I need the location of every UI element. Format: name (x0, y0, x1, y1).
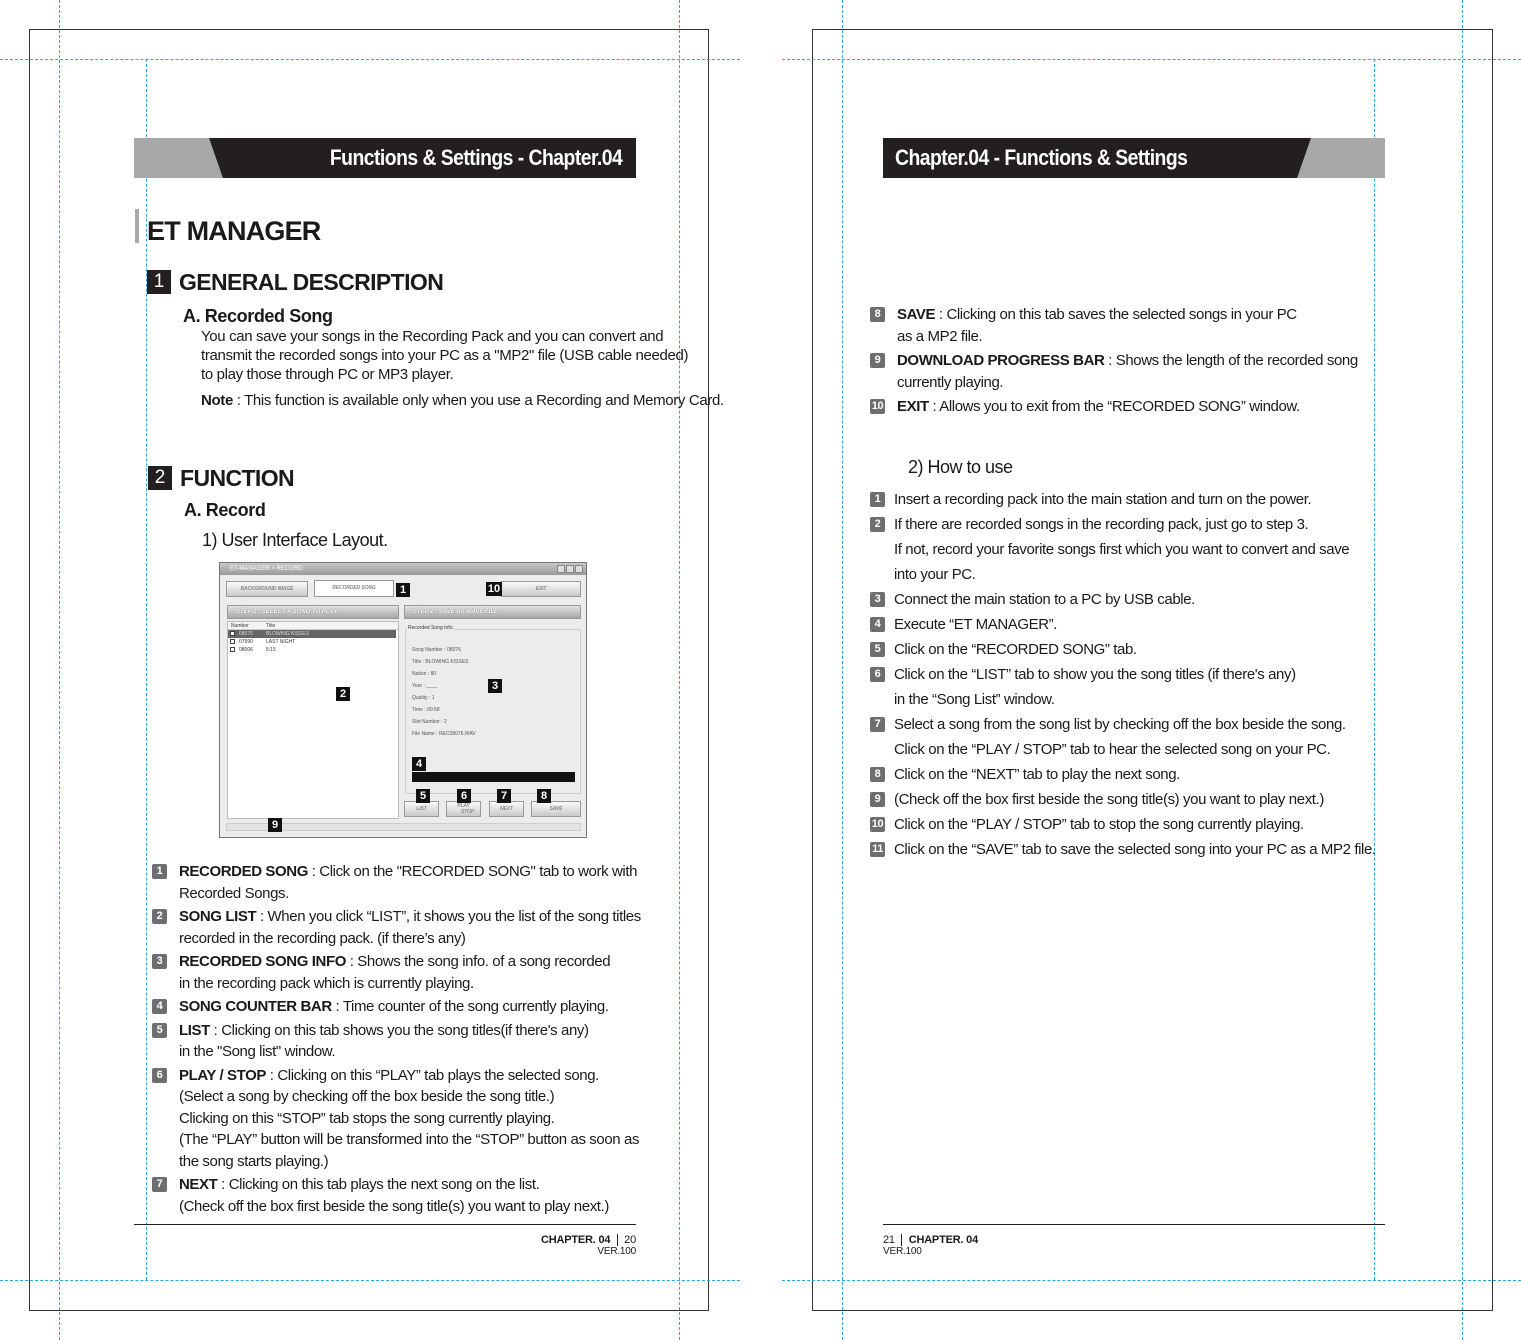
song-row: 08076 BLOWING KISSES (228, 630, 396, 638)
item-line (179, 996, 672, 1018)
step-line: in the “Song List” window. (894, 691, 1055, 708)
step1-header: STEP 1 : SELECT A SONG TO PLAY (227, 605, 399, 619)
checkbox (230, 639, 235, 644)
item-number-badge: 2 (152, 909, 167, 924)
step-item (872, 662, 1392, 712)
et-manager-record-screenshot (219, 562, 587, 838)
info-line: File Name : REC08076.WAV (412, 731, 476, 737)
item-label: PLAY / STOP (179, 1066, 267, 1084)
item-line (179, 1020, 672, 1042)
item-line (897, 350, 1370, 372)
minimize-icon (557, 565, 565, 573)
item-text: : Time counter of the song currently playing. (331, 998, 609, 1015)
footer-chapter: CHAPTER. 04 (540, 1234, 611, 1246)
step-item (872, 487, 1392, 512)
info-line: Quality : 1 (412, 695, 435, 701)
step-line: Insert a recording pack into the main station and turn on the power. (894, 491, 1312, 508)
interface-item-list-continued (870, 304, 1370, 421)
tab-background-image: BACKGROUND IMAGE (226, 581, 308, 597)
page-number: 20 (617, 1234, 636, 1246)
exit-button: EXIT (501, 581, 581, 597)
play-stop-button: PLAY STOP (446, 801, 481, 817)
item-number-badge: 4 (152, 999, 167, 1014)
chapter-banner (134, 138, 636, 178)
version: VER.100 (597, 1246, 636, 1257)
left-footer (541, 1234, 636, 1257)
item-label: RECORDED SONG INFO (179, 953, 346, 970)
step-line: Click on the “RECORDED SONG” tab. (894, 641, 1137, 658)
item-label: NEXT (179, 1176, 218, 1193)
item-number-badge: 7 (152, 1177, 167, 1192)
callout-3: 3 (488, 679, 502, 693)
info-line: Nation : 80 (412, 671, 437, 677)
song-row: 07990 LAST NIGHT (228, 638, 396, 646)
item-line (179, 861, 672, 883)
checkbox-checked (230, 631, 235, 636)
info-group-label: Recorded Song Info. (408, 625, 454, 631)
song-row: 08006 5:15 (228, 646, 396, 654)
guide-line (0, 1280, 740, 1281)
callout-2: 2 (336, 687, 350, 701)
step-item (872, 587, 1392, 612)
list-item (152, 861, 672, 904)
recorded-song-description (201, 327, 724, 410)
step-line: Click on the “SAVE” tab to save the selected song into your PC as a MP2 file. (894, 841, 1376, 858)
step-item (872, 512, 1392, 587)
next-button: NEXT (489, 801, 524, 817)
step-line: Click on the “LIST” tab to show you the song titles (if there's any) (894, 666, 1296, 683)
step-line: (Check off the box first beside the song title(s) you want to play next.) (894, 791, 1324, 808)
interface-item-list (152, 861, 672, 1219)
callout-10: 10 (487, 583, 501, 595)
window-title: ET-MANAGER > RECORD (220, 563, 586, 575)
step-number-badge: 4 (870, 617, 885, 632)
item-line: (The “PLAY” button will be transformed into the “STOP” button as soon as (179, 1131, 640, 1148)
page-number: 21 (883, 1234, 902, 1246)
item-line (897, 304, 1370, 326)
list-item (152, 1174, 672, 1217)
item-text: : Clicking on this tab shows you the song titles(if there's any) (209, 1021, 589, 1039)
list-item (152, 996, 672, 1018)
step-number-badge: 7 (870, 717, 885, 732)
item-label: RECORDED SONG (179, 863, 308, 880)
section-number: 1 (147, 270, 171, 294)
item-line (179, 951, 672, 973)
item-line: the song starts playing.) (179, 1152, 329, 1170)
item-label: SAVE (897, 306, 936, 323)
step-line: If there are recorded songs in the recording pack, just go to step 3. (894, 516, 1309, 533)
footer-rule (883, 1224, 1385, 1225)
item-number-badge: 10 (871, 400, 884, 412)
list-item (870, 304, 1370, 347)
how-to-use-heading: 2) How to use (908, 457, 1013, 477)
item-number-badge: 3 (152, 954, 167, 969)
step-item (872, 712, 1392, 762)
item-label: LIST (179, 1021, 210, 1039)
item-text: : Allows you to exit from the “RECORDED SONG” window. (928, 398, 1300, 415)
step-number-badge: 3 (870, 592, 885, 607)
section-function (148, 466, 294, 491)
item-line: Clicking on this “STOP” tab stops the song currently playing. (179, 1109, 555, 1127)
item-label: SONG COUNTER BAR (179, 998, 332, 1015)
text-line: transmit the recorded songs into your PC as a "MP2" file (USB cable needed) (201, 347, 689, 364)
note-text: : This function is available only when you use a Recording and Memory Card. (232, 392, 724, 409)
step-item (872, 637, 1392, 662)
column-number: Number (231, 623, 249, 629)
info-line: Song Number : 08076 (412, 647, 461, 653)
list-item (152, 1065, 672, 1173)
item-label: EXIT (897, 398, 929, 415)
heading-accent (135, 209, 139, 243)
note (201, 391, 724, 410)
info-line: Title : BLOWING KISSES (412, 659, 469, 665)
item-text: : Shows the song info. of a song recorded (345, 953, 611, 970)
list-item (152, 951, 672, 994)
guide-line (679, 0, 680, 1340)
section-title: FUNCTION (180, 465, 295, 491)
banner-title: Chapter.04 - Functions & Settings (895, 145, 1188, 170)
item-line: Recorded Songs. (179, 884, 289, 902)
right-footer (883, 1234, 978, 1257)
tab-recorded-song: RECORDED SONG (314, 580, 394, 597)
item-number-badge: 6 (152, 1068, 167, 1083)
page-heading: ET MANAGER (147, 216, 321, 246)
section-title: GENERAL DESCRIPTION (179, 269, 444, 295)
item-text: : Clicking on this tab plays the next song on the list. (217, 1176, 540, 1193)
step-line: Click on the “PLAY / STOP” tab to hear the selected song on your PC. (894, 741, 1331, 758)
step-line: Click on the “PLAY / STOP” tab to stop the song currently playing. (894, 816, 1304, 833)
step-line: If not, record your favorite songs first which you want to convert and save (894, 541, 1350, 558)
item-text: : Shows the length of the recorded song (1104, 352, 1358, 369)
item-number-badge: 1 (152, 864, 167, 879)
item-line: currently playing. (897, 373, 1004, 391)
item-text: : Clicking on this tab saves the selected songs in your PC (935, 306, 1297, 323)
recorded-song-heading: A. Recorded Song (183, 306, 333, 326)
step-number-badge: 6 (870, 667, 885, 682)
step-line: into your PC. (894, 566, 976, 583)
item-label: DOWNLOAD PROGRESS BAR (897, 352, 1105, 369)
callout-4: 4 (412, 757, 426, 771)
item-line: in the recording pack which is currently playing. (179, 974, 474, 992)
callout-8: 8 (537, 789, 551, 803)
item-line (179, 1174, 672, 1196)
step-line: Execute “ET MANAGER”. (894, 616, 1058, 633)
save-button: SAVE (531, 801, 581, 817)
step-item (872, 812, 1392, 837)
banner-title: Functions & Settings - Chapter.04 (329, 145, 622, 170)
item-line: in the "Song list" window. (179, 1043, 336, 1060)
item-line (179, 906, 672, 928)
guide-line (842, 0, 843, 1340)
window-controls (557, 565, 583, 573)
step-number-badge: 1 (870, 492, 885, 507)
step-number-badge: 9 (870, 792, 885, 807)
info-line: Year : ____ (412, 683, 438, 689)
step2-header: STEP 2 : SAVE AS WAVE FILE (404, 605, 581, 619)
section-number: 2 (148, 466, 172, 490)
callout-7: 7 (497, 789, 511, 803)
callout-1: 1 (396, 583, 410, 597)
step-number-badge: 2 (870, 517, 885, 532)
step-line: Select a song from the song list by checking off the box beside the song. (894, 716, 1346, 733)
step-line: Click on the “NEXT” tab to play the next song. (894, 766, 1180, 783)
list-button: LIST (404, 801, 439, 817)
guide-line (1462, 0, 1463, 1340)
version: VER.100 (883, 1246, 922, 1257)
step-item (872, 787, 1392, 812)
guide-line (782, 1280, 1521, 1281)
step-number-badge: 11 (870, 842, 885, 857)
list-item (152, 906, 672, 949)
section-general-description (147, 270, 443, 295)
song-list-pane (227, 621, 399, 819)
callout-6: 6 (457, 789, 471, 803)
note-label: Note (201, 392, 233, 409)
footer-rule (134, 1224, 636, 1225)
record-heading: A. Record (184, 500, 266, 520)
step-number-badge: 8 (870, 767, 885, 782)
step-number-badge: 10 (871, 818, 884, 830)
guide-line (782, 59, 1521, 60)
text-line: You can save your songs in the Recording Pack and you can convert and (201, 328, 664, 345)
ui-layout-heading: 1) User Interface Layout. (202, 530, 388, 550)
text-line: to play those through PC or MP3 player. (201, 366, 454, 383)
step-item (872, 612, 1392, 637)
step-item (872, 837, 1392, 862)
item-number-badge: 5 (152, 1023, 167, 1038)
item-line (179, 1065, 672, 1087)
item-number-badge: 8 (870, 307, 885, 322)
checkbox (230, 647, 235, 652)
guide-line (0, 59, 740, 60)
column-title: Title (266, 623, 276, 629)
item-label: SONG LIST (179, 908, 257, 925)
item-line: recorded in the recording pack. (if there’s any) (179, 929, 466, 947)
callout-5: 5 (416, 789, 430, 803)
maximize-icon (566, 565, 574, 573)
item-line: as a MP2 file. (897, 327, 983, 345)
item-text: : When you click “LIST”, it shows you the list of the song titles (256, 908, 641, 925)
close-icon (575, 565, 583, 573)
item-text: : Clicking on this “PLAY” tab plays the selected song. (266, 1066, 599, 1084)
item-line (897, 396, 1370, 418)
song-counter-bar (412, 772, 575, 782)
guide-line (59, 0, 60, 1340)
step-number-badge: 5 (870, 642, 885, 657)
info-line: Time : 00:58 (412, 707, 440, 713)
list-item (152, 1020, 672, 1063)
item-text: : Click on the "RECORDED SONG" tab to work with (307, 863, 638, 880)
item-line: (Check off the box first beside the song title(s) you want to play next.) (179, 1197, 609, 1215)
item-number-badge: 9 (870, 353, 885, 368)
list-item (870, 350, 1370, 393)
item-line: (Select a song by checking off the box beside the song title.) (179, 1088, 555, 1105)
chapter-banner (883, 138, 1385, 178)
how-to-use-steps (872, 487, 1392, 862)
info-line: Slot Number : 2 (412, 719, 447, 725)
step-line: Connect the main station to a PC by USB cable. (894, 591, 1195, 608)
callout-9: 9 (268, 818, 282, 832)
footer-chapter: CHAPTER. 04 (908, 1234, 979, 1246)
list-item (870, 396, 1370, 418)
step-item (872, 762, 1392, 787)
